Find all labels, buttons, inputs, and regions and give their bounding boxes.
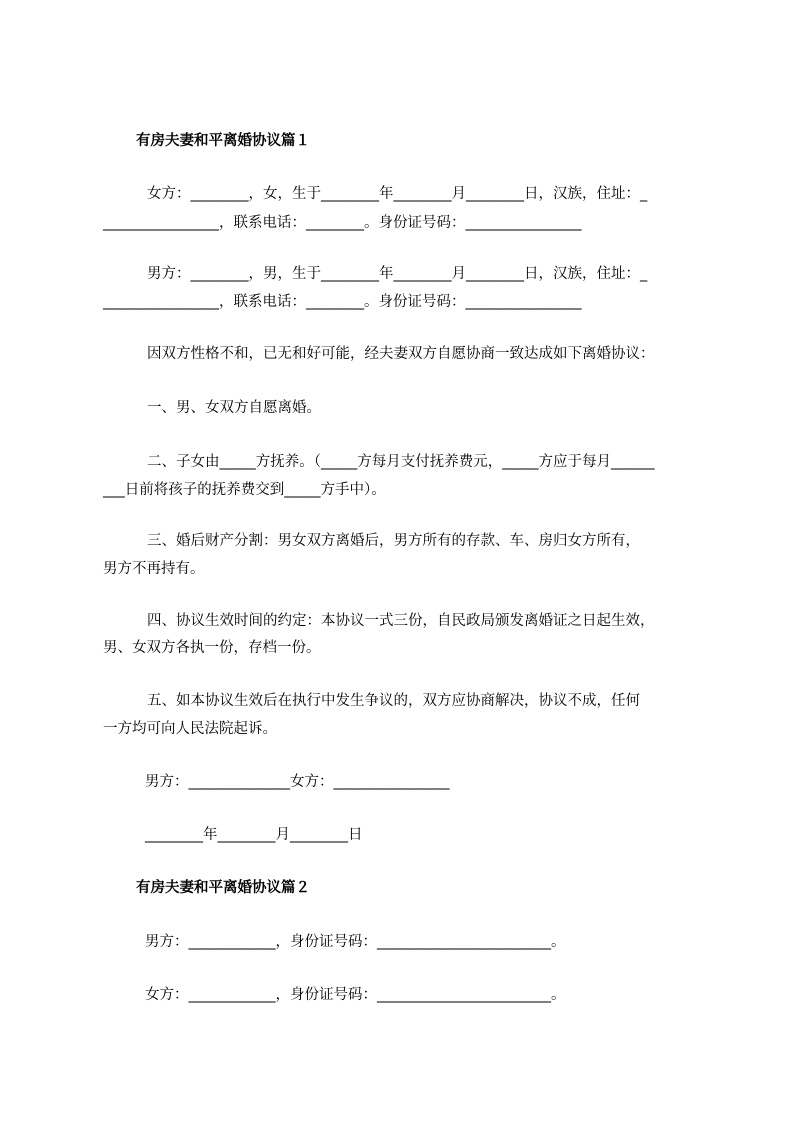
clause-4-line1: 四、协议生效时间的约定：本协议一式三份，自民政局颁发离婚证之日起生效， [147, 613, 655, 629]
signature-line: 男方：______________女方：________________ [145, 774, 450, 790]
s2-husband-line: 男方：____________，身份证号码：________________________。 [145, 934, 566, 950]
clause-4-line2: 男、女双方各执一份，存档一份。 [103, 640, 321, 656]
date-line: ________年________月________日 [145, 827, 363, 843]
clause-3-line1: 三、婚后财产分割：男女双方离婚后，男方所有的存款、车、房归女方所有， [147, 533, 640, 549]
intro-paragraph: 因双方性格不和，已无和好可能，经夫妻双方自愿协商一致达成如下离婚协议： [147, 346, 655, 362]
husband-info-line2: ________________，联系电话：________。身份证号码：________________ [103, 294, 582, 310]
section2-title: 有房夫妻和平离婚协议篇２ [136, 880, 310, 896]
clause-2-line2: ___日前将孩子的抚养费交到_____方手中）。 [103, 482, 386, 498]
section1-title: 有房夫妻和平离婚协议篇１ [136, 133, 310, 149]
s2-wife-line: 女方：____________，身份证号码：________________________。 [145, 987, 566, 1003]
clause-1: 一、男、女双方自愿离婚。 [147, 400, 321, 416]
wife-info-line1: 女方：________，女，生于________年________月________日，汉族，住址：_ [147, 186, 648, 202]
wife-info-line2: ________________，联系电话：________。身份证号码：________________ [103, 215, 582, 231]
clause-5-line2: 一方均可向人民法院起诉。 [103, 721, 277, 737]
husband-info-line1: 男方：________，男，生于________年________月________日，汉族，住址：_ [147, 266, 648, 282]
clause-3-line2: 男方不再持有。 [103, 561, 205, 577]
clause-2-line1: 二、子女由_____方抚养。（_____方每月支付抚养费元，_____方应于每月______ [147, 454, 655, 470]
clause-5-line1: 五、如本协议生效后在执行中发生争议的，双方应协商解决，协议不成，任何 [147, 693, 640, 709]
